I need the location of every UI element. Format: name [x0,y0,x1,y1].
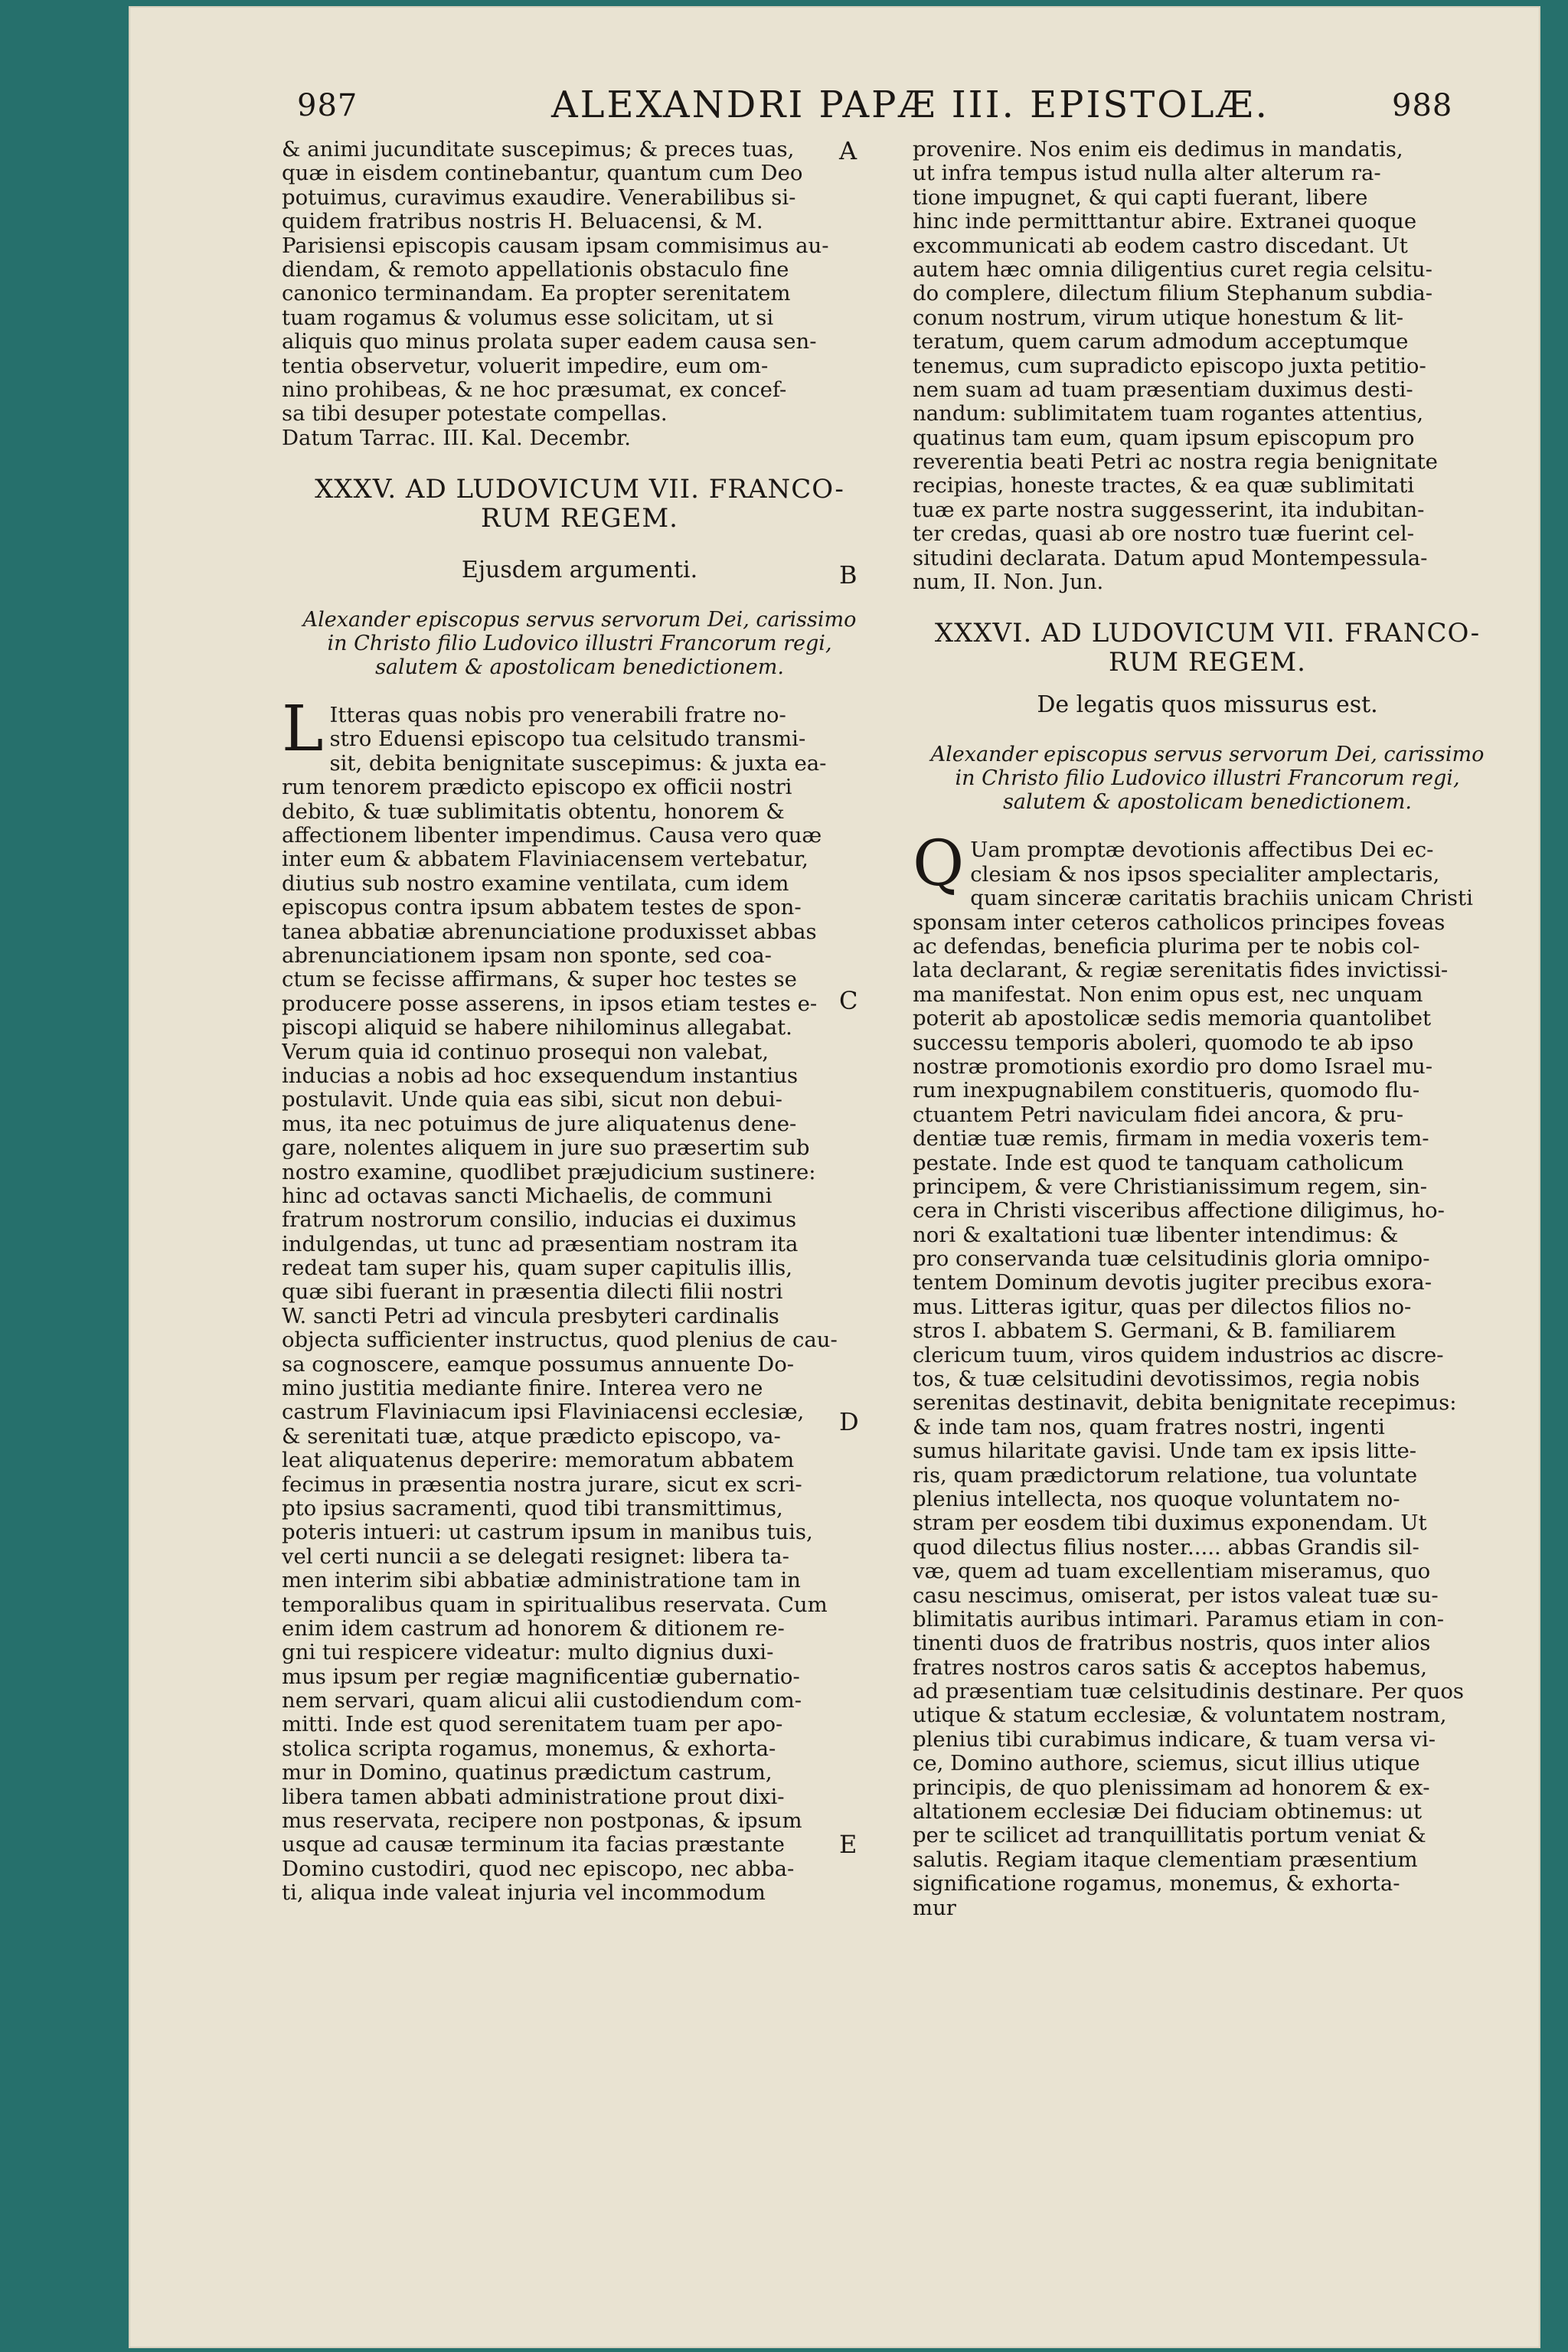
letter-35-heading: XXXV. AD LUDOVICUM VII. FRANCO- RUM REGEM. [315,474,844,534]
text-line: ma manifestat. Non enim opus est, nec unquam [913,982,1423,1007]
margin-letter-b: B [839,560,858,590]
text-line: & inde tam nos, quam fratres nostri, ingenti [913,1415,1385,1439]
text-line: rum inexpugnabilem constitueris, quomodo flu- [913,1079,1420,1103]
text-line: sa cognoscere, eamque possumus annuente Do- [282,1352,795,1377]
text-line: quod dilectus filius noster..... abbas Grandis sil- [913,1535,1419,1560]
text-line: indulgendas, ut tunc ad præsentiam nostram ita [282,1232,799,1256]
text-line: abrenunciationem ipsam non sponte, sed coa- [282,943,772,968]
text-line: mus, ita nec potuimus de jure aliquatenus dene- [282,1112,797,1136]
text-line: plenius tibi curabimus indicare, & tuam versa vi- [913,1727,1436,1752]
text-line: autem hæc omnia diligentius curet regia celsitu- [913,257,1432,282]
text-line: fratres nostros caros satis & acceptos habemus, [913,1655,1427,1680]
letter-34-ending [282,138,877,450]
text-line: stros I. abbatem S. Germani, & B. familiarem [913,1319,1396,1344]
text-line: pto ipsius sacramenti, quod tibi transmittimus, [282,1496,783,1521]
text-line: canonico terminandam. Ea propter serenitatem [282,282,791,306]
text-line: casu nescimus, omiserat, per istos valeat tuæ su- [913,1583,1439,1608]
text-line: inter eum & abbatem Flaviniacensem vertebatur, [282,848,808,872]
text-line: ad præsentiam tuæ celsitudinis destinare. Per quos [913,1680,1465,1704]
text-line: hinc ad octavas sancti Michaelis, de communi [282,1184,773,1208]
margin-letter-a: A [839,136,858,165]
text-line: diutius sub nostro examine ventilata, cum idem [282,871,789,896]
text-line: per te scilicet ad tranquillitatis portum veniat & [913,1824,1426,1848]
text-line: mus. Litteras igitur, quas per dilectos filios no- [913,1295,1412,1319]
text-line: successu temporis aboleri, quomodo te ab ipso [913,1031,1414,1055]
text-line: clericum tuum, viros quidem industrios ac discre- [913,1343,1444,1367]
text-line: tentem Dominum devotis jugiter precibus exora- [913,1271,1432,1295]
text-line: aliquis quo minus prolata super eadem causa sen- [282,330,817,354]
text-line: ac defendas, beneficia plurima per te nobis col- [913,934,1420,959]
text-line: Datum Tarrac. III. Kal. Decembr. [282,426,632,450]
text-line: teratum, quem carum admodum acceptumque [913,330,1409,354]
letter-35-ending [913,138,1502,594]
text-line: ter credas, quasi ab ore nostro tuæ fuerint cel- [913,522,1415,547]
text-line: ti, aliqua inde valeat injuria vel incommodum [282,1881,766,1906]
text-line: sa tibi desuper potestate compellas. [282,402,668,426]
text-line: producere posse asserens, in ipsos etiam testes e- [282,991,818,1016]
right-column [913,138,1502,1920]
text-line: sumus hilaritate gavisi. Unde tam ex ipsis litte- [913,1439,1417,1464]
text-line: clesiam & nos ipsos specialiter amplectaris, [970,862,1440,887]
text-line: significatione rogamus, monemus, & exhorta- [913,1872,1400,1896]
text-line: mitti. Inde est quod serenitatem tuam per apo- [282,1713,783,1737]
text-line: nostro examine, quodlibet præjudicium sustinere: [282,1160,816,1184]
text-line: usque ad causæ terminum ita facias præstante [282,1833,785,1857]
text-line: plenius intellecta, nos quoque voluntatem no- [913,1487,1400,1511]
text-line: & animi jucunditate suscepimus; & preces tuas, [282,138,795,162]
text-line: redeat tam super his, quam super capitulis illis, [282,1256,792,1281]
text-line: reverentia beati Petri ac nostra regia benignitate [913,450,1438,475]
text-line: diendam, & remoto appellationis obstaculo fine [282,257,789,282]
text-line: W. sancti Petri ad vincula presbyteri cardinalis [282,1304,779,1328]
text-line: rum tenorem prædicto episcopo ex officii nostri [282,776,792,800]
text-line: tentia observetur, voluerit impedire, eum om- [282,354,769,378]
text-line: tuæ ex parte nostra suggesserint, ita indubitan- [913,498,1425,522]
text-line: temporalibus quam in spiritualibus reservata. Cum [282,1592,828,1617]
letter-35-body [282,693,877,1906]
running-header [130,83,1539,142]
text-line: & serenitati tuæ, atque prædicto episcopo, va- [282,1424,781,1449]
text-line: tenemus, cum supradicto episcopo juxta petitio- [913,354,1426,378]
text-line: quatinus tam eum, quam ipsum episcopum pro [913,426,1415,450]
text-line: fratrum nostrorum consilio, inducias ei duximus [282,1208,797,1233]
text-line: ut infra tempus istud nulla alter alterum ra- [913,162,1381,186]
text-line: blimitatis auribus intimari. Paramus etiam in con- [913,1607,1445,1632]
text-line: tinenti duos de fratribus nostris, quos inter alios [913,1632,1431,1656]
text-line: potuimus, curavimus exaudire. Venerabilibus si- [282,185,796,210]
text-line: nem suam ad tuam præsentiam duximus desti- [913,377,1413,402]
text-line: Parisiensi episcopis causam ipsam commisimus au- [282,234,829,258]
margin-letter-e: E [839,1830,858,1859]
text-line: postulavit. Unde quia eas sibi, sicut non debui- [282,1088,782,1112]
text-line: væ, quem ad tuam excellentiam miseramus, quo [913,1560,1431,1584]
text-line: altationem ecclesiæ Dei fiduciam obtinemus: ut [913,1800,1423,1824]
text-line: debito, & tuæ sublimitatis obtentu, honorem & [282,799,785,824]
text-line: serenitas destinavit, debita benignitate recepimus: [913,1391,1457,1416]
text-line: ctuantem Petri naviculam fidei ancora, & pru- [913,1102,1404,1127]
text-line: stram per eosdem tibi duximus exponendam. Ut [913,1511,1427,1536]
text-line: excommunicati ab eodem castro discedant. Ut [913,234,1408,258]
text-line: episcopus contra ipsum abbatem testes de spon- [282,896,802,920]
text-line: nino prohibeas, & ne hoc præsumat, ex concef- [282,377,787,402]
text-line: nem servari, quam alicui alii custodiendum com- [282,1689,802,1713]
running-title: ALEXANDRI PAPÆ III. EPISTOLÆ. [551,83,1269,126]
page-number-right: 988 [1392,88,1453,123]
margin-letter-d: D [839,1407,859,1436]
text-line: tione impugnet, & qui capti fuerant, libere [913,185,1368,210]
text-line: principis, de quo plenissimam ad honorem & ex- [913,1775,1430,1800]
letter-35-subheading: Ejusdem argumenti. [461,557,698,584]
text-line: pro conservanda tuæ celsitudinis gloria omnipo- [913,1247,1430,1272]
drop-cap-l: L [282,693,324,766]
text-line: castrum Flaviniacum ipsi Flaviniacensi ecclesiæ, [282,1400,805,1425]
text-line: cera in Christi visceribus affectione diligimus, ho- [913,1199,1445,1223]
text-line: do complere, dilectum filium Stephanum subdia- [913,282,1433,306]
text-line: mus reservata, recipere non postponas, & ipsum [282,1809,802,1834]
text-line: stolica scripta rogamus, monemus, & exhorta- [282,1736,776,1761]
text-line: poteris intueri: ut castrum ipsum in manibus tuis, [282,1521,813,1545]
text-line: quam sinceræ caritatis brachiis unicam Christi [970,887,1473,911]
text-line: Itteras quas nobis pro venerabili fratre no- [329,704,786,728]
text-line: conum nostrum, virum utique honestum & lit- [913,305,1404,330]
text-line: nostræ promotionis exordio pro domo Israel mu- [913,1054,1433,1079]
text-line: dentiæ tuæ remis, firmam in media voxeris tem- [913,1127,1429,1152]
text-line: utique & statum ecclesiæ, & voluntatem nostram, [913,1704,1447,1728]
text-line: lata declarant, & regiæ serenitatis fides invictissi- [913,959,1449,983]
text-line: sponsam inter ceteros catholicos principes foveas [913,910,1446,935]
text-line: sit, debita benignitate suscepimus: & juxta ea- [329,751,827,776]
text-line: gni tui respicere videatur: multo dignius duxi- [282,1641,774,1665]
text-line: pestate. Inde est quod te tanquam catholicum [913,1151,1404,1175]
text-line: objecta sufficienter instructus, quod plenius de cau- [282,1328,838,1353]
text-line: Verum quia id continuo prosequi non valebat, [282,1040,769,1064]
text-line: num, II. Non. Jun. [913,570,1104,595]
left-column [282,138,877,1906]
text-line: nandum: sublimitatem tuam rogantes attentius, [913,402,1424,426]
text-line: poterit ab apostolicæ sedis memoria quantolibet [913,1007,1432,1031]
text-line: piscopi aliquid se habere nihilominus allegabat. [282,1016,792,1040]
text-line: vel certi nuncii a se delegati resignet: libera ta- [282,1544,789,1569]
text-line: gare, nolentes aliquem in jure suo præsertim sub [282,1136,810,1161]
text-line: ctum se fecisse affirmans, & super hoc testes se [282,968,797,992]
text-line: fecimus in præsentia nostra jurare, sicut ex scri- [282,1472,802,1497]
text-line: ris, quam prædictorum relatione, tua voluntate [913,1463,1418,1488]
margin-letter-c: C [839,986,858,1015]
text-line: stro Eduensi episcopo tua celsitudo transmi- [329,727,806,752]
text-line: tuam rogamus & volumus esse solicitam, ut si [282,305,774,330]
text-line: quidem fratribus nostris H. Beluacensi, & M. [282,210,763,234]
text-line: inducias a nobis ad hoc exsequendum instantius [282,1063,799,1088]
text-line: principem, & vere Christianissimum regem, sin- [913,1174,1428,1199]
letter-36-body [913,828,1502,1920]
text-line: Uam promptæ devotionis affectibus Dei ec- [970,838,1434,863]
text-line: salutis. Regiam itaque clementiam præsentium [913,1847,1418,1872]
text-line: leat aliquatenus deperire: memoratum abbatem [282,1449,795,1473]
text-line: mur [913,1896,956,1920]
text-line: enim idem castrum ad honorem & ditionem re- [282,1616,785,1641]
text-line: hinc inde permitttantur abire. Extranei quoque [913,210,1417,234]
text-line: provenire. Nos enim eis dedimus in mandatis, [913,138,1403,162]
text-line: mur in Domino, quatinus prædictum castrum, [282,1761,773,1785]
letter-36-heading: XXXVI. AD LUDOVICUM VII. FRANCO- RUM REGEM. [934,618,1481,678]
text-line: quæ in eisdem continebantur, quantum cum Deo [282,162,803,186]
text-line: tanea abbatiæ abrenunciatione produxisset abbas [282,920,817,944]
text-line: Domino custodiri, quod nec episcopo, nec abba- [282,1857,795,1881]
text-line: mus ipsum per regiæ magnificentiæ gubernatio- [282,1664,800,1689]
drop-cap-q: Q [913,828,965,901]
text-line: ce, Domino authore, sciemus, sicut illius utique [913,1752,1420,1776]
letter-36-salutation: Alexander episcopus servus servorum Dei, carissimo in Christo filio Ludovico illustri Francorum regi, salutem & apostolicam benedictionem. [930,743,1485,815]
letter-36-subheading: De legatis quos missurus est. [1037,691,1378,719]
text-line: nori & exaltationi tuæ libenter intendimus: & [913,1223,1399,1247]
text-line: recipias, honeste tractes, & ea quæ sublimitati [913,474,1415,498]
text-line: men interim sibi abbatiæ administratione tam in [282,1569,801,1593]
text-line: situdini declarata. Datum apud Montempessula- [913,546,1428,570]
text-line: affectionem libenter impendimus. Causa vero quæ [282,824,822,848]
text-line: quæ sibi fuerant in præsentia dilecti filii nostri [282,1280,783,1305]
page-number-left: 987 [297,88,358,123]
book-page [130,8,1539,2347]
text-line: tos, & tuæ celsitudini devotissimos, regia nobis [913,1367,1420,1392]
text-line: libera tamen abbati administratione prout dixi- [282,1785,785,1809]
text-line: mino justitia mediante finire. Interea vero ne [282,1377,763,1401]
letter-35-salutation: Alexander episcopus servus servorum Dei, carissimo in Christo filio Ludovico illustri Francorum regi, salutem & apostolicam benedictionem. [302,608,857,680]
